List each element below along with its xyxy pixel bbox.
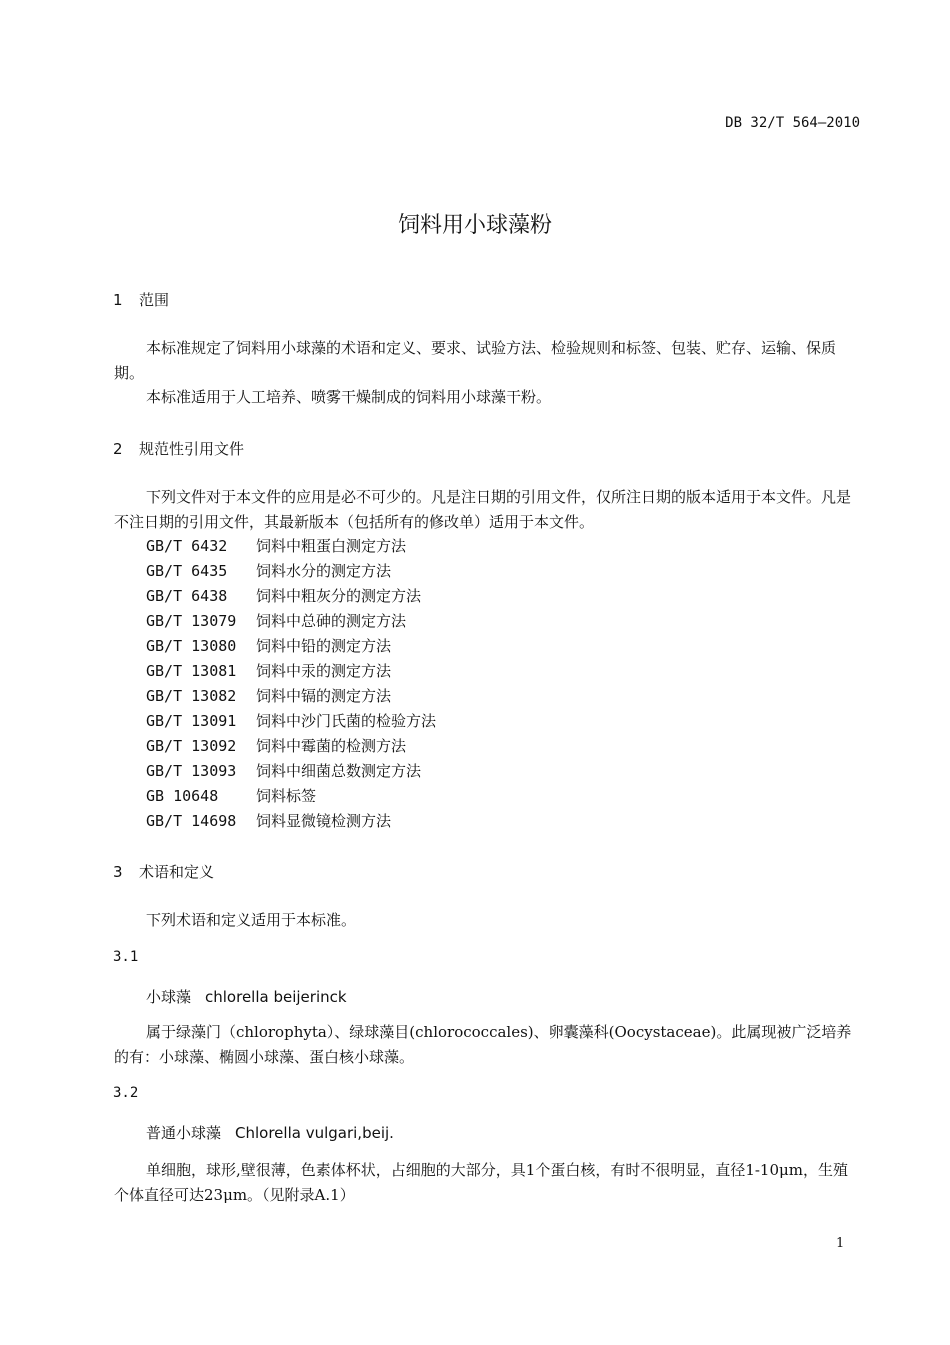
reference-row [146,560,391,581]
section-3-heading [113,861,214,882]
term-chinese: 普通小球藻 [146,1124,222,1142]
reference-code: GB/T 6438 [146,587,228,605]
reference-title: 饲料中铅的测定方法 [256,637,392,655]
reference-title: 饲料中细菌总数测定方法 [256,762,422,780]
reference-code: GB/T 13082 [146,687,237,705]
reference-title: 饲料中沙门氏菌的检验方法 [256,712,437,730]
reference-code: GB 10648 [146,787,219,805]
reference-title: 饲料中霉菌的检测方法 [256,737,407,755]
term-3-2 [146,1122,394,1143]
term-chinese: 小球藻 [146,988,192,1006]
standard-code: DB 32/T 564—2010 [725,115,860,131]
reference-row [146,585,421,606]
reference-row [146,535,406,556]
reference-row [146,685,391,706]
reference-row [146,785,316,806]
reference-code: GB/T 6435 [146,562,228,580]
section-1-paragraph-1: 本标准规定了饲料用小球藻的术语和定义、要求、试验方法、检验规则和标签、包装、贮存、运输、保质期。 [114,339,837,382]
reference-row [146,610,406,631]
reference-title: 饲料中总砷的测定方法 [256,612,407,630]
section-2-heading [113,438,244,459]
reference-title: 饲料水分的测定方法 [256,562,392,580]
reference-title: 饲料标签 [256,787,317,805]
reference-code: GB/T 13081 [146,662,237,680]
reference-row [146,810,391,831]
reference-title: 饲料显微镜检测方法 [256,812,392,830]
term-3-2-definition: 单细胞，球形,壁很薄，色素体杯状，占细胞的大部分，具1个蛋白核，有时不很明显，直径1-10μm，生殖个体直径可达23μm。（见附录A.1） [114,1161,848,1204]
section-2-intro: 下列文件对于本文件的应用是必不可少的。凡是注日期的引用文件，仅所注日期的版本适用于本文件。凡是不注日期的引用文件，其最新版本（包括所有的修改单）适用于本文件。 [114,488,852,531]
reference-title: 饲料中粗灰分的测定方法 [256,587,422,605]
reference-code: GB/T 13080 [146,637,237,655]
reference-code: GB/T 13093 [146,762,237,780]
reference-title: 饲料中镉的测定方法 [256,687,392,705]
term-3-1-definition: 属于绿藻门（chlorophyta）、绿球藻目(chlorococcales)、卵囊藻科(Oocystaceae)。此属现被广泛培养的有：小球藻、椭圆小球藻、蛋白核小球藻。 [114,1023,852,1066]
section-title: 术语和定义 [139,863,215,881]
page-number: 1 [836,1236,845,1251]
term-english: chlorella beijerinck [205,988,347,1006]
section-number: 1 [113,291,123,309]
document-title: 饲料用小球藻粉 [397,213,552,238]
reference-row [146,735,406,756]
reference-code: GB/T 13092 [146,737,237,755]
reference-code: GB/T 6432 [146,537,228,555]
section-1-heading [113,289,169,310]
term-number: 3.1 [113,949,139,965]
section-title: 规范性引用文件 [139,440,245,458]
section-3-intro: 下列术语和定义适用于本标准。 [146,911,357,929]
reference-title: 饲料中粗蛋白测定方法 [256,537,407,555]
term-english: Chlorella vulgari,beij. [235,1124,394,1142]
section-number: 3 [113,863,123,881]
section-title: 范围 [139,291,170,309]
term-number: 3.2 [113,1085,139,1101]
reference-row [146,760,421,781]
reference-row [146,660,391,681]
reference-row [146,635,391,656]
reference-row [146,710,436,731]
reference-code: GB/T 13079 [146,612,237,630]
reference-code: GB/T 14698 [146,812,237,830]
section-1-paragraph-2: 本标准适用于人工培养、喷雾干燥制成的饲料用小球藻干粉。 [146,388,552,406]
reference-code: GB/T 13091 [146,712,237,730]
reference-title: 饲料中汞的测定方法 [256,662,392,680]
section-number: 2 [113,440,123,458]
term-3-1 [146,986,347,1007]
